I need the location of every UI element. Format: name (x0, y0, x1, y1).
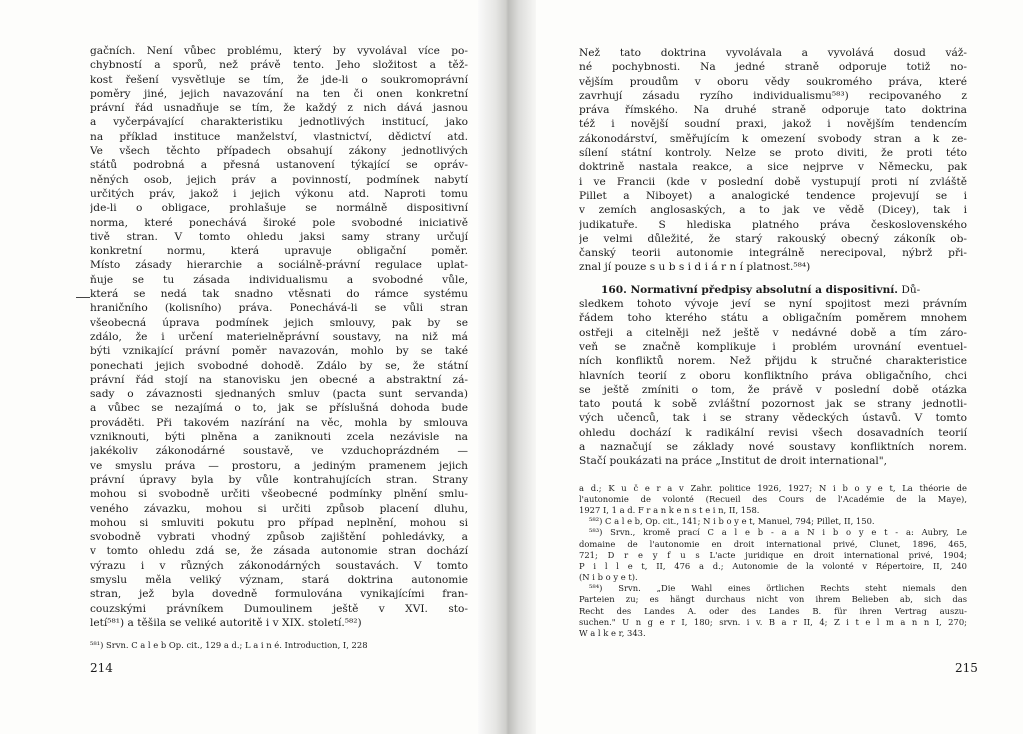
text-line: řádem toho kterého státu a obligačním poměrem mnohem (579, 312, 967, 325)
text-line: sledkem tohoto vývoje jeví se nyní spojitost mezi právním (579, 298, 967, 311)
text-line: tivě stran. V tomto ohledu jaksi samy strany určují (90, 230, 468, 243)
text-line: zavrhují zásadu ryzího individualismu⁵⁸³) recipovaného z (579, 89, 967, 102)
footnote-line: a d.; K u č e r a v Zahr. politice 1926, 1927; N i b o y e t, La théorie de (579, 482, 967, 493)
text-line: hraničního (kolisního) práva. Ponechává-li se vůli stran (90, 302, 468, 315)
text-line: Než tato doktrina vyvolávala a vyvolává dosud váž- (579, 47, 967, 59)
text-line: států podrobná a přesná ustanovení týkající se opráv- (90, 159, 468, 172)
text-line: ňuje se tu zásada individualismu a svobodné vůle, (90, 273, 468, 286)
text-line: mohou si svobodně určiti všeobecné podmínky plnění smlu- (90, 488, 468, 501)
text-line: v zemích anglosaských, a to jak ve vědě (Dicey), tak i (579, 204, 967, 217)
text-line: né pochybnosti. Na jedné straně odporuje totiž no- (579, 61, 967, 74)
text-line: ponechati jejich svobodné dohodě. Zdálo by se, že státní (90, 359, 468, 372)
text-line: ve smyslu práva — prostoru, a jediným pramenem jejich (90, 459, 468, 472)
text-line: býti vznikající právní poměr navazován, mohlo by se také (90, 345, 468, 358)
text-line: zákonodárství, směřujícím k omezení svobody stran a k ze- (579, 132, 967, 145)
text-line: vých učenců, tak i se strany vědeckých ústavů. V tomto (579, 412, 967, 425)
text-line: vějším proudům v oboru vědy soukromého práva, které (579, 75, 967, 88)
text-line: jde-li o obligace, prohlašuje se normálně dispositivní (90, 202, 468, 215)
text-line: na příklad instituce manželství, vlastnictví, dědictví atd. (90, 130, 468, 143)
text-line: svobodně vybrati vhodný způsob zajištění pohledávky, a (90, 531, 468, 544)
footnote-line: ⁵⁸³) Srvn., kromě prací C a l e b - a a N i b o y e t - a: Aubry, Le (589, 527, 967, 538)
footnote-line: 1927 I, 1 a d. F r a n k e n s t e i n, II, 158. (579, 504, 760, 515)
text-line: poměry jiné, jejich navazování na ten či onen konkretní (90, 87, 468, 100)
footnote-line: Recht des Landes A. oder des Landes B. für ihren Vertrag auszu- (579, 605, 967, 616)
left-page (0, 0, 500, 734)
text-line: je velmi důležité, že starý rakouský obecný zákoník ob- (579, 232, 967, 245)
footnote-line: suchen." U n g e r I, 180; srvn. i v. B a r II, 4; Z i t e l m a n n I, 270; (579, 616, 967, 627)
text-line: stran, jež byla dovedně formulována vynikajícími fran- (90, 588, 468, 601)
section-heading: 160. Normativní předpisy absolutní a dispositivní. (601, 283, 898, 296)
footnote-line: ⁵⁸⁴) Srvn. „Die Wahl eines örtlichen Rechts steht niemals den (589, 583, 967, 594)
text-line: ních konfliktů norem. Než přijdu k stručné charakteristice (579, 355, 967, 368)
text-line: mohou si smluviti pokutu pro případ neplnění, mohou si (90, 516, 468, 529)
text-line: znal jí pouze s u b s i d i á r n í platnost.⁵⁸⁴) (579, 261, 811, 274)
text-line: i ve Francii (kde v poslední době vystupují proti ní zvláště (579, 175, 967, 188)
text-line: veň se značně komplikuje i problém urovnání eventuel- (579, 340, 967, 353)
right-page-body (579, 46, 967, 639)
text-line: a vyčerpávající charakteristiku jednotlivých institucí, jako (90, 116, 468, 129)
text-line: též i novější soudní praxi, jakož i novějším tendencím (579, 118, 967, 131)
text-line: právní řád stojí na stanovisku jen obecné a abstraktní zá- (90, 373, 468, 386)
text-line: a naznačují se základy nové soustavy konfliktních norem. (579, 441, 967, 454)
text-line: hlavních teorií z oboru konfliktního práva obligačního, chci (579, 369, 967, 382)
text-line: vzniknouti, býti plněna a zaniknouti zcela nezávisle na (90, 431, 468, 444)
text-line: se ještě zmíniti o tom, že právě v poslední době otázka (579, 383, 967, 396)
text-line: čanský teorii autonomie integrálně nerecipoval, nýbrž při- (579, 247, 967, 260)
text-line: smyslu měla veliký význam, stará doktrina autonomie (90, 573, 468, 586)
footnote-line: l'autonomie de volonté (Recueil des Cours de l'Académie de la Maye), (579, 493, 967, 504)
text-line: jakékoliv zákonodárné soustavě, ve vzduchoprázdném — (90, 445, 468, 458)
text-line: sílení státní kontroly. Nelze se proto diviti, že proti této (579, 147, 967, 160)
footnote-line: (N i b o y e t). (579, 572, 638, 583)
right-page (523, 0, 1023, 734)
text-line: ostřeji a citelněji než ještě v nedávné době a tím záro- (579, 326, 967, 339)
text-line: zdálo, že i určení materielněprávní soustavy, na niž má (90, 330, 468, 343)
text-line: gačních. Není vůbec problému, který by vyvolával více po- (90, 45, 468, 57)
text-line: tato poutá k sobě zvláštní pozornost jak se strany jednotli- (579, 398, 967, 411)
text-line: výrazu i v různých zákonodárných soustavách. V tomto (90, 559, 468, 572)
text-line: všeobecná úprava podmínek jejich smlouvy, pak by se (90, 316, 468, 329)
text-line: v tomto ohledu zdá se, že zásada autonomie stran dochází (90, 545, 468, 558)
section-heading-line (579, 283, 967, 297)
text-line: Pillet a Niboyet) a analogické tendence projevují se i (579, 189, 967, 202)
left-page-body (90, 44, 468, 651)
text-line: Stačí poukázati na práce „Institut de droit international", (579, 455, 888, 468)
left-page-number: 214 (90, 661, 113, 675)
text-line: couzskými právníkem Dumoulinem ještě v XVI. sto- (90, 602, 468, 615)
section-first-word: Dů- (898, 283, 921, 296)
text-line: práva římského. Na druhé straně odporuje tato doktrina (579, 104, 967, 117)
text-line: právní úpravy byla by vůle kontrahujících stran. Strany (90, 473, 468, 486)
footnote-line: ⁵⁸²) C a l e b, Op. cit., 141; N i b o y e t, Manuel, 794; Pillet, II, 150. (589, 516, 875, 527)
text-line: letí⁵⁸¹) a těšila se veliké autoritě i v XIX. století.⁵⁸²) (90, 616, 362, 629)
text-line: doktrině nastala reakce, a sice nejprve v Německu, pak (579, 161, 967, 174)
text-line: veného závazku, mohou si určiti způsob placení dluhu, (90, 502, 468, 515)
text-line: určitých práv, jakož i jejich výkonu atd. Naproti tomu (90, 187, 468, 200)
footnote-line: W a l k e r, 343. (579, 628, 646, 639)
text-line: Místo zásady hierarchie a sociálně-právní regulace uplat- (90, 259, 468, 272)
footnote-line: P i l l e t, II, 476 a d.; Autonomie de la volonté v Répertoire, II, 240 (579, 560, 967, 571)
footnote-line: Parteien zu; es hängt durchaus nicht von ihrem Belieben ab, sich das (579, 594, 967, 605)
footnote-line: domaine de l'autonomie en droit international privé, Clunet, 1896, 465, (579, 538, 967, 549)
text-line: kost řešení vysvětluje se tím, že jde-li o soukromoprávní (90, 73, 468, 86)
text-line: něných osob, jejich práv a povinností, podmínek nabytí (90, 173, 468, 186)
text-line: ohledu dochází k radikální revisi všech dosavadních teorií (579, 426, 967, 439)
text-line: a vůbec se nezajímá o to, jak se příslušná dohoda bude (90, 402, 468, 415)
text-line: sady o závaznosti sjednaných smluv (pacta sunt servanda) (90, 388, 468, 401)
text-line: Ve všech těchto případech obsahují zákony jednotlivých (90, 145, 468, 158)
right-page-number: 215 (955, 661, 978, 675)
margin-bracket-mark (76, 297, 90, 298)
text-line: chybností a sporů, než právě tento. Jeho složitost a těž- (90, 59, 468, 72)
footnote-line: 721; D r e y f u s L'acte juridique en droit international privé, 1904; (579, 549, 967, 560)
text-line: která se nedá tak snadno vtěsnati do rámce systému (90, 288, 468, 301)
text-line: právní řád usnadňuje se tím, že každý z nich dává jasnou (90, 102, 468, 115)
text-line: norma, které ponechává široké pole svobodné iniciativě (90, 216, 468, 229)
text-line: prováděti. Při takovém nazírání na věc, mohla by smlouva (90, 416, 468, 429)
text-line: judikatuře. S hlediska platného práva československého (579, 218, 967, 231)
text-line: konkretní normu, která upravuje obligační poměr. (90, 245, 468, 258)
footnote-line: ⁵⁸¹) Srvn. C a l e b Op. cit., 129 a d.; L a i n é. Introduction, I, 228 (90, 640, 368, 651)
